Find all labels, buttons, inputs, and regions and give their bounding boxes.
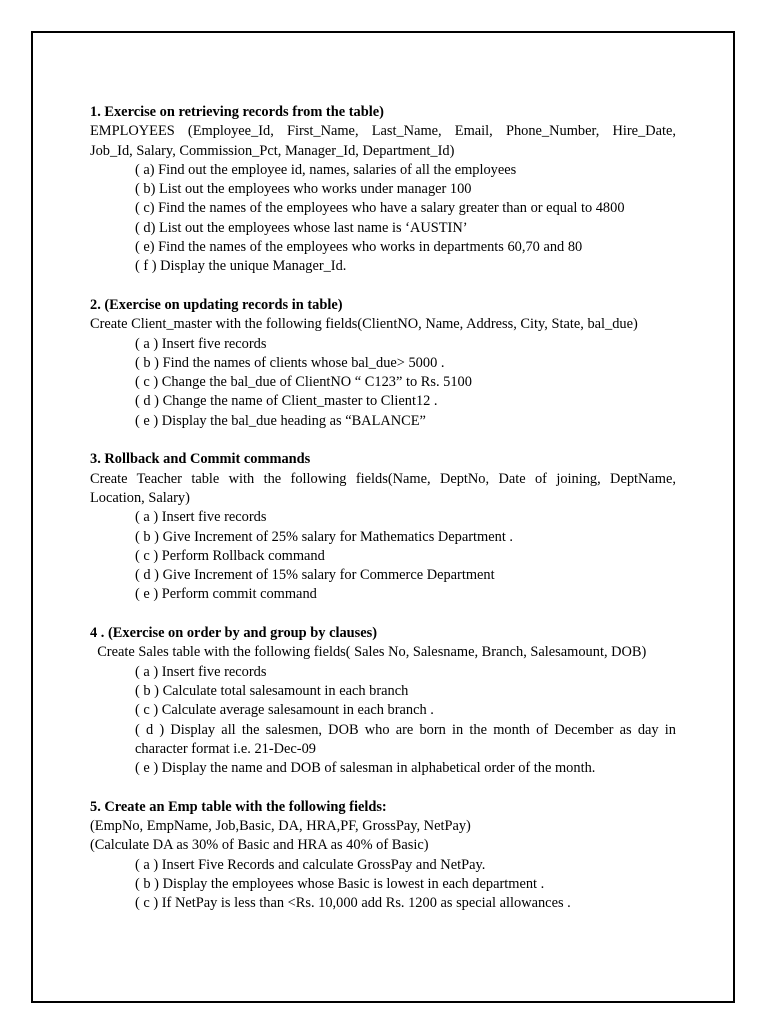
exercise-1-desc-line: EMPLOYEES (Employee_Id, First_Name, Last_Name, Email, Phone_Number, Hire_Date, [90,123,676,140]
exercise-5-item: ( a ) Insert Five Records and calculate GrossPay and NetPay. [135,856,486,873]
exercise-4 [90,624,676,778]
exercise-2-heading: 2. (Exercise on updating records in table) [90,296,343,313]
exercise-3-heading: 3. Rollback and Commit commands [90,451,311,468]
exercise-1-item: ( b) List out the employees who works under manager 100 [135,181,472,198]
spacer [90,277,676,296]
exercise-1-item: ( d) List out the employees whose last name is ‘AUSTIN’ [135,219,468,236]
exercise-3-item: ( e ) Perform commit command [135,586,317,603]
exercise-1-item: ( f ) Display the unique Manager_Id. [135,258,347,275]
exercise-2 [90,296,676,431]
exercise-5-heading: 5. Create an Emp table with the following fields: [90,798,387,815]
exercise-3 [90,450,676,604]
exercise-5-item: ( b ) Display the employees whose Basic is lowest in each department . [135,875,545,892]
exercise-5 [90,798,676,914]
exercise-2-item: ( d ) Change the name of Client_master to Client12 . [135,393,438,410]
exercise-4-item-continuation: character format i.e. 21-Dec-09 [135,740,316,757]
exercise-1-item: ( c) Find the names of the employees who have a salary greater than or equal to 4800 [135,200,625,217]
exercise-5-desc-line: (EmpNo, EmpName, Job,Basic, DA, HRA,PF, GrossPay, NetPay) [90,817,471,834]
exercise-2-desc-line: Create Client_master with the following fields(ClientNO, Name, Address, City, State, bal_due) [90,316,638,333]
exercise-4-item: ( d ) Display all the salesmen, DOB who are born in the month of December as day in [135,721,676,738]
document-body [90,103,676,913]
spacer [90,605,676,624]
exercise-3-item: ( d ) Give Increment of 15% salary for Commerce Department [135,567,495,584]
exercise-4-item: ( b ) Calculate total salesamount in each branch [135,682,409,699]
exercise-1-heading: 1. Exercise on retrieving records from the table) [90,104,384,120]
exercise-4-desc-line: Create Sales table with the following fields( Sales No, Salesname, Branch, Salesamount, DOB) [90,644,647,661]
exercise-5-item: ( c ) If NetPay is less than <Rs. 10,000 add Rs. 1200 as special allowances . [135,895,571,912]
exercise-4-item: ( e ) Display the name and DOB of salesman in alphabetical order of the month. [135,760,596,777]
exercise-1-desc-line: Job_Id, Salary, Commission_Pct, Manager_Id, Department_Id) [90,142,455,159]
exercise-3-item: ( c ) Perform Rollback command [135,547,325,564]
exercise-1-item: ( a) Find out the employee id, names, salaries of all the employees [135,161,517,178]
exercise-3-item: ( a ) Insert five records [135,509,267,526]
spacer [90,778,676,797]
exercise-1-item: ( e) Find the names of the employees who works in departments 60,70 and 80 [135,239,583,256]
exercise-5-desc-line: (Calculate DA as 30% of Basic and HRA as 40% of Basic) [90,837,429,854]
exercise-2-item: ( c ) Change the bal_due of ClientNO “ C123” to Rs. 5100 [135,374,472,391]
spacer [90,431,676,450]
exercise-4-heading: 4 . (Exercise on order by and group by clauses) [90,625,378,642]
exercise-4-item: ( c ) Calculate average salesamount in each branch . [135,702,434,719]
exercise-2-item: ( b ) Find the names of clients whose bal_due> 5000 . [135,354,445,371]
exercise-4-item: ( a ) Insert five records [135,663,267,680]
exercise-2-item: ( e ) Display the bal_due heading as “BALANCE” [135,412,426,429]
exercise-2-item: ( a ) Insert five records [135,335,267,352]
exercise-1 [90,103,676,277]
exercise-3-desc-line: Create Teacher table with the following fields(Name, DeptNo, Date of joining, DeptName, [90,470,676,487]
exercise-3-desc-line: Location, Salary) [90,489,190,506]
exercise-3-item: ( b ) Give Increment of 25% salary for Mathematics Department . [135,528,514,545]
